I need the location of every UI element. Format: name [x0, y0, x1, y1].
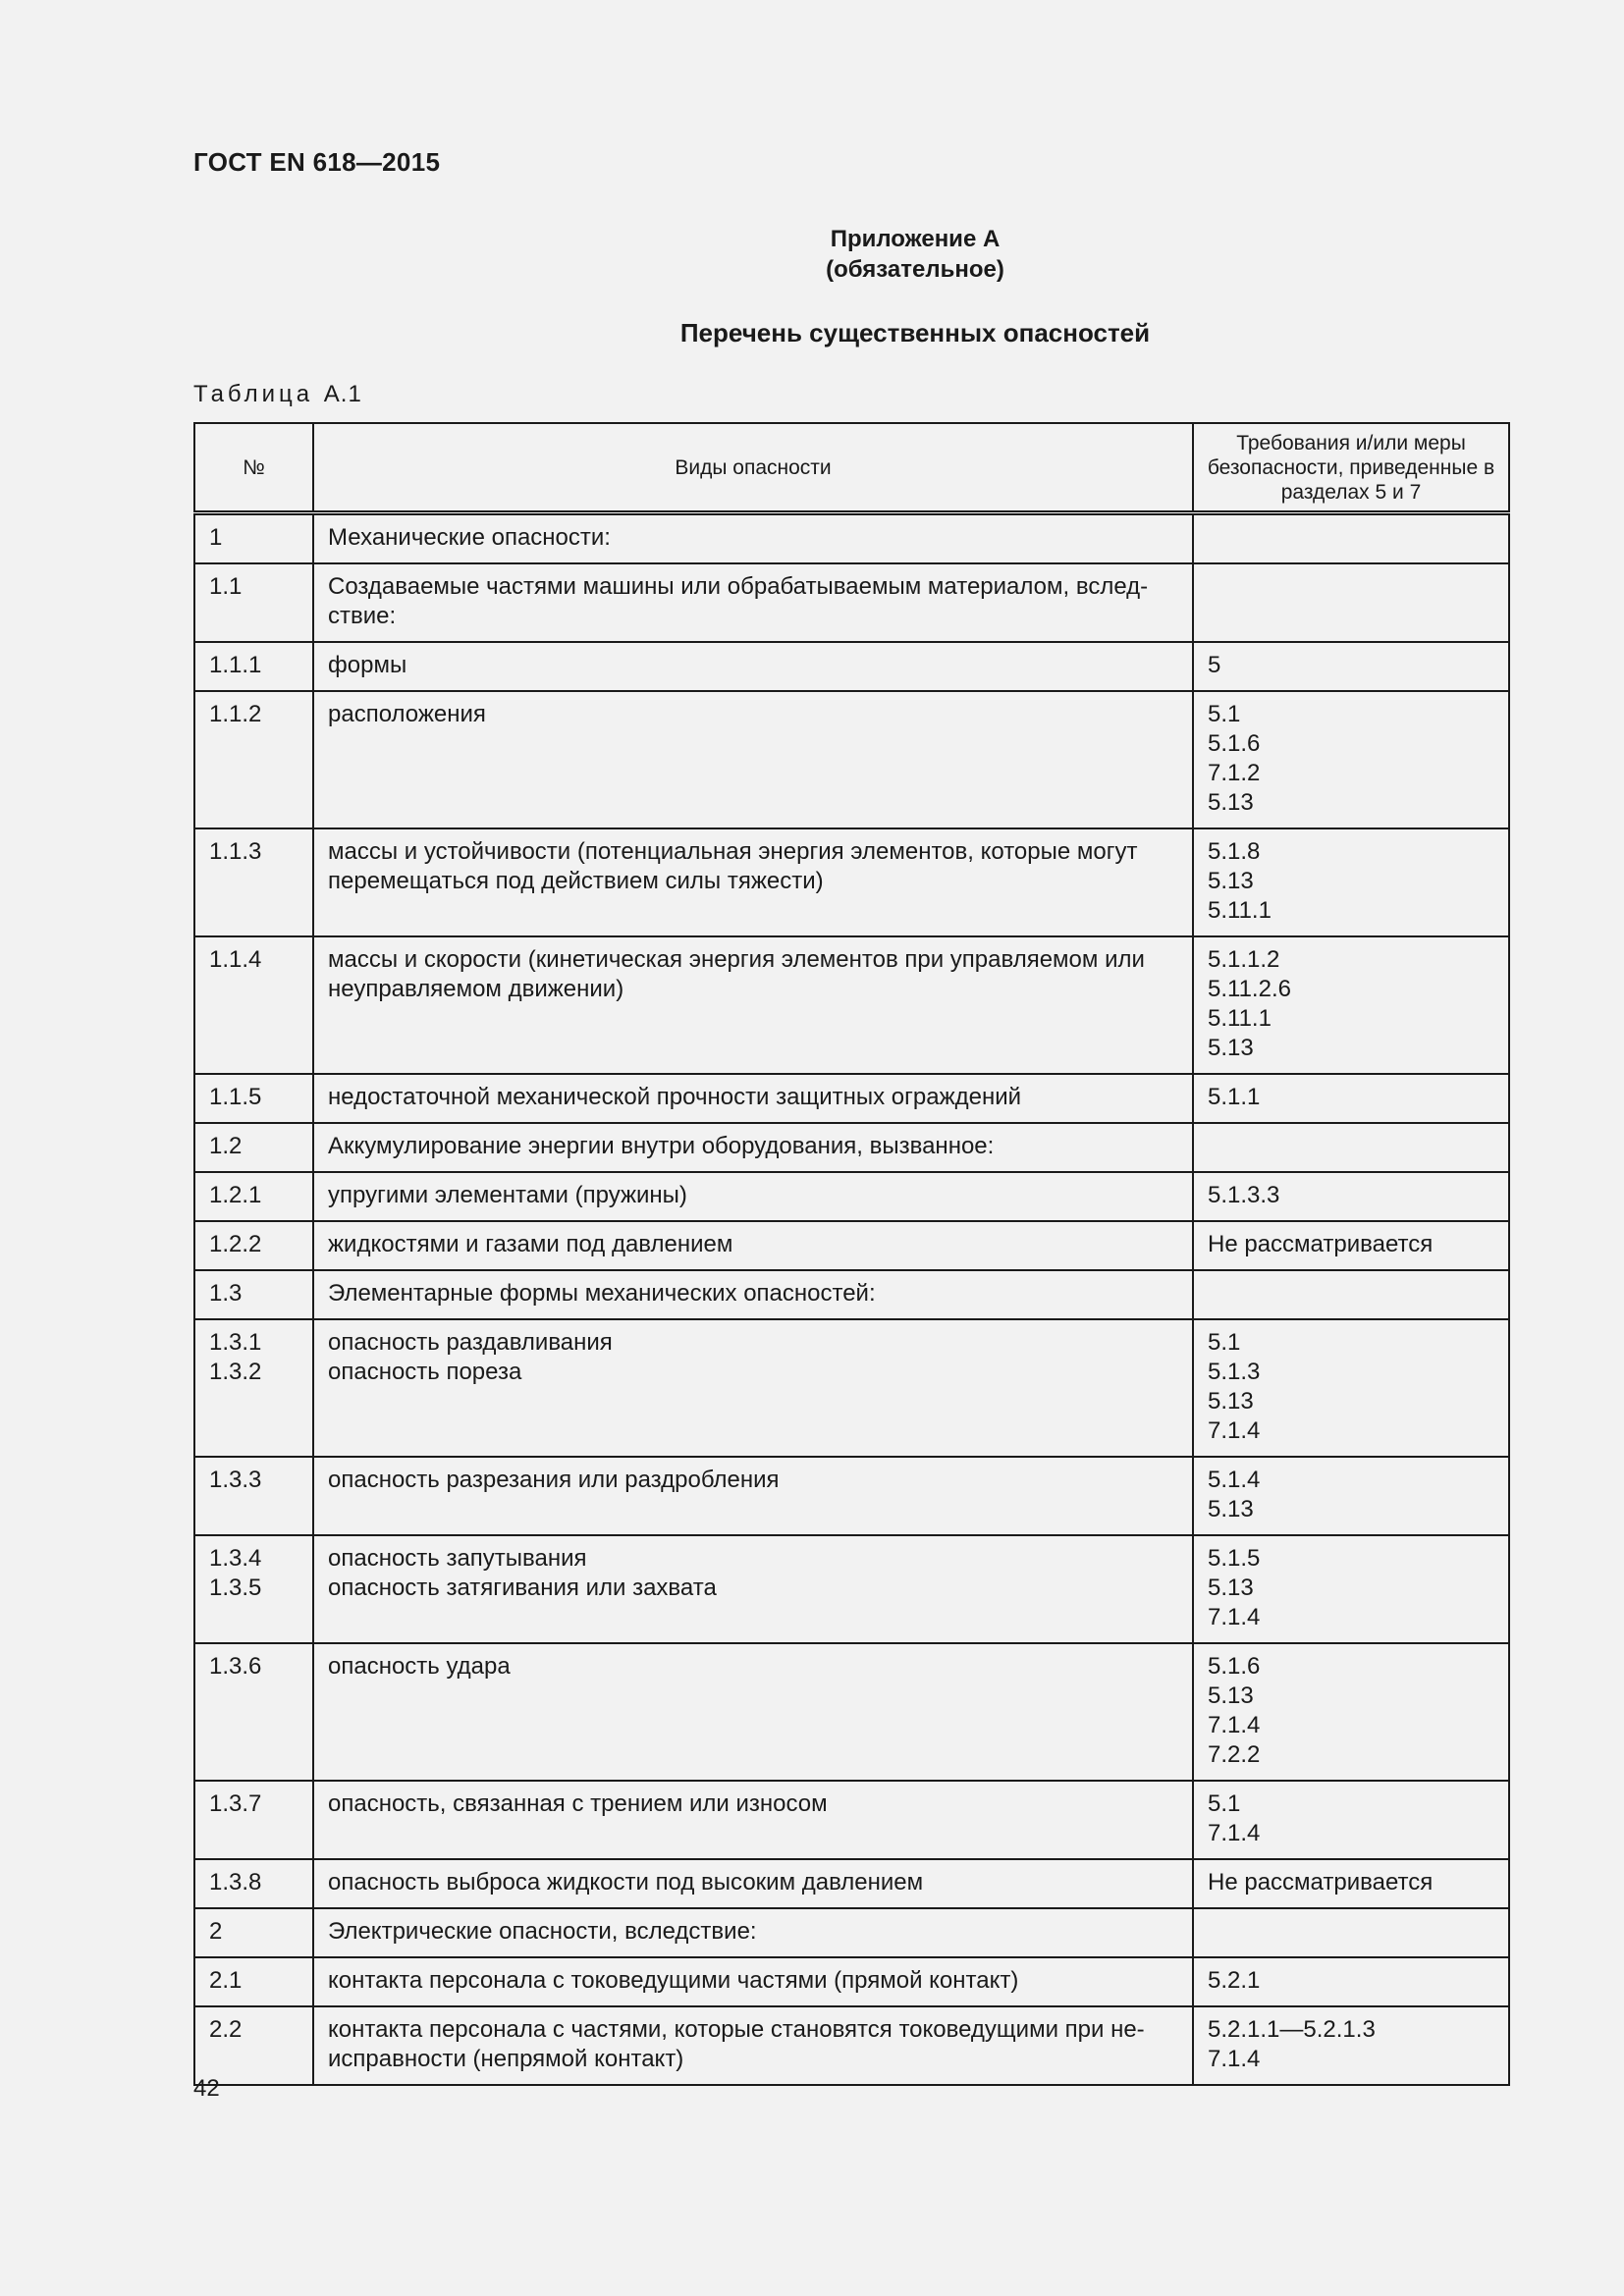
requirements-cell-line: 5.1.5	[1208, 1545, 1261, 1572]
appendix-heading	[0, 224, 1624, 285]
hazard-cell-line: Электрические опасности, вследствие:	[328, 1918, 757, 1945]
requirements-cell-line: 5.1.6	[1208, 730, 1261, 757]
hazard-cell-line: опасность, связанная с трением или износом	[328, 1790, 828, 1817]
requirements-cell-line: 5.11.1	[1208, 897, 1272, 924]
row-number-cell-line: 1.3.3	[209, 1467, 262, 1493]
requirements-cell-line: 7.1.4	[1208, 1820, 1261, 1846]
hazard-cell	[313, 1535, 1193, 1643]
row-number-cell	[194, 1908, 313, 1957]
hazard-cell	[313, 2006, 1193, 2085]
row-number-cell	[194, 828, 313, 936]
requirements-cell-line: 5.1.4	[1208, 1467, 1261, 1493]
hazard-cell	[313, 1781, 1193, 1859]
hazard-cell-line: Создаваемые частями машины или обрабатываемым материалом, вслед-	[328, 573, 1149, 600]
header-requirements: Требования и/или меры безопасности, приведенные в разделах 5 и 7	[1193, 423, 1509, 513]
row-number-cell	[194, 1859, 313, 1908]
requirements-cell-line: 7.1.4	[1208, 1712, 1261, 1738]
table-row	[194, 1781, 1509, 1859]
row-number-cell	[194, 563, 313, 642]
requirements-cell	[1193, 828, 1509, 936]
hazard-cell-line: перемещаться под действием силы тяжести)	[328, 868, 824, 894]
requirements-cell-line: 5.1.1.2	[1208, 946, 1280, 973]
row-number-cell-line: 1.3.8	[209, 1869, 262, 1896]
hazard-cell-line: контакта персонала с частями, которые становятся токоведущими при не-	[328, 2016, 1145, 2043]
row-number-cell	[194, 1270, 313, 1319]
requirements-cell	[1193, 563, 1509, 642]
table-row	[194, 1908, 1509, 1957]
row-number-cell-line: 1	[209, 524, 223, 551]
requirements-cell	[1193, 1457, 1509, 1535]
hazard-cell-line: массы и устойчивости (потенциальная энергия элементов, которые могут	[328, 838, 1138, 865]
header-num: №	[194, 423, 313, 513]
row-number-cell-line: 1.2	[209, 1133, 243, 1159]
requirements-cell-line: 7.1.4	[1208, 1417, 1261, 1444]
row-number-cell-line: 1.1.5	[209, 1084, 262, 1110]
requirements-cell	[1193, 1221, 1509, 1270]
table-body	[194, 513, 1509, 2086]
row-number-cell-line: 1.1.2	[209, 701, 262, 727]
table-header-row	[194, 423, 1509, 513]
requirements-cell	[1193, 1172, 1509, 1221]
requirements-cell-line: 5.1.3.3	[1208, 1182, 1280, 1208]
requirements-cell-line: 5.11.1	[1208, 1005, 1272, 1032]
requirements-cell-line: 5.13	[1208, 789, 1254, 816]
requirements-cell-line: 5.13	[1208, 1496, 1254, 1522]
hazard-cell	[313, 513, 1193, 564]
hazard-cell-line: опасность выброса жидкости под высоким давлением	[328, 1869, 924, 1896]
row-number-cell	[194, 1535, 313, 1643]
table-row	[194, 1221, 1509, 1270]
requirements-cell	[1193, 1781, 1509, 1859]
row-number-cell	[194, 1781, 313, 1859]
table-row	[194, 513, 1509, 564]
requirements-cell-line: 5.13	[1208, 868, 1254, 894]
hazard-cell-line: Механические опасности:	[328, 524, 611, 551]
header-hazard: Виды опасности	[313, 423, 1193, 513]
row-number-cell-line: 1.2.1	[209, 1182, 262, 1208]
row-number-cell-line: 1.3.6	[209, 1653, 262, 1680]
requirements-cell-line: 5.1	[1208, 701, 1241, 727]
hazard-cell-line: опасность разрезания или раздробления	[328, 1467, 780, 1493]
appendix-title: Приложение А	[830, 226, 1001, 252]
hazard-cell-line: жидкостями и газами под давлением	[328, 1231, 733, 1257]
requirements-cell	[1193, 691, 1509, 828]
hazard-cell-line: контакта персонала с токоведущими частями (прямой контакт)	[328, 1967, 1019, 1994]
table-row	[194, 2006, 1509, 2085]
requirements-cell-line: 5.2.1.1—5.2.1.3	[1208, 2016, 1376, 2043]
requirements-cell-line: Не рассматривается	[1208, 1869, 1434, 1896]
hazard-cell	[313, 1221, 1193, 1270]
requirements-cell-line: 5.13	[1208, 1575, 1254, 1601]
row-number-cell-line: 1.1.3	[209, 838, 262, 865]
hazard-cell-line: ствие:	[328, 603, 397, 629]
hazard-cell	[313, 691, 1193, 828]
requirements-cell	[1193, 1957, 1509, 2006]
table-row	[194, 1123, 1509, 1172]
hazard-cell-line: неуправляемом движении)	[328, 976, 624, 1002]
requirements-cell-line: 5.13	[1208, 1388, 1254, 1415]
hazard-cell-line: опасность раздавливания	[328, 1329, 613, 1356]
table-caption-label: Таблица	[193, 381, 314, 407]
row-number-cell-line: 1.3.7	[209, 1790, 262, 1817]
row-number-cell	[194, 1123, 313, 1172]
row-number-cell-line: 1.1	[209, 573, 243, 600]
requirements-cell	[1193, 936, 1509, 1074]
row-number-cell-line: 1.2.2	[209, 1231, 262, 1257]
section-title: Перечень существенных опасностей	[679, 318, 1151, 347]
row-number-cell	[194, 936, 313, 1074]
requirements-cell-line: 7.2.2	[1208, 1741, 1261, 1768]
appendix-status: (обязательное)	[826, 256, 1004, 283]
requirements-cell-line: 5	[1208, 652, 1221, 678]
row-number-cell-line: 1.3.4	[209, 1545, 262, 1572]
table-caption-number: А.1	[323, 381, 362, 407]
row-number-cell	[194, 1221, 313, 1270]
row-number-cell-line: 1.1.4	[209, 946, 262, 973]
hazard-cell	[313, 1457, 1193, 1535]
hazard-cell	[313, 1859, 1193, 1908]
hazard-cell-line: исправности (непрямой контакт)	[328, 2046, 684, 2072]
requirements-cell-line: Не рассматривается	[1208, 1231, 1434, 1257]
table-row	[194, 1957, 1509, 2006]
row-number-cell	[194, 1319, 313, 1457]
hazard-cell	[313, 563, 1193, 642]
requirements-cell	[1193, 513, 1509, 564]
table-row	[194, 1270, 1509, 1319]
table-row	[194, 1535, 1509, 1643]
row-number-cell-line: 1.1.1	[209, 652, 262, 678]
hazard-cell-line: опасность пореза	[328, 1359, 522, 1385]
hazard-cell-line: формы	[328, 652, 407, 678]
hazard-cell	[313, 828, 1193, 936]
row-number-cell	[194, 1457, 313, 1535]
row-number-cell-line: 1.3	[209, 1280, 243, 1307]
hazard-cell	[313, 1074, 1193, 1123]
table-row	[194, 642, 1509, 691]
hazard-cell-line: опасность затягивания или захвата	[328, 1575, 717, 1601]
hazard-cell-line: недостаточной механической прочности защитных ограждений	[328, 1084, 1022, 1110]
requirements-cell	[1193, 642, 1509, 691]
table-row	[194, 1457, 1509, 1535]
hazard-cell	[313, 936, 1193, 1074]
row-number-cell	[194, 1074, 313, 1123]
requirements-cell-line: 5.11.2.6	[1208, 976, 1291, 1002]
hazard-cell	[313, 1270, 1193, 1319]
table-row	[194, 1859, 1509, 1908]
row-number-cell	[194, 1172, 313, 1221]
requirements-cell	[1193, 1074, 1509, 1123]
row-number-cell-line: 1.3.1	[209, 1329, 262, 1356]
row-number-cell	[194, 1643, 313, 1781]
requirements-cell-line: 7.1.4	[1208, 1604, 1261, 1630]
document-code: ГОСТ EN 618—2015	[193, 147, 441, 177]
requirements-cell-line: 5.1	[1208, 1790, 1241, 1817]
requirements-cell-line: 5.13	[1208, 1035, 1254, 1061]
requirements-cell	[1193, 1643, 1509, 1781]
requirements-cell	[1193, 1123, 1509, 1172]
hazard-cell-line: расположения	[328, 701, 486, 727]
table-row	[194, 691, 1509, 828]
table-row	[194, 1319, 1509, 1457]
table-caption	[193, 381, 362, 408]
hazard-cell	[313, 1643, 1193, 1781]
requirements-cell	[1193, 1270, 1509, 1319]
row-number-cell-line: 2.1	[209, 1967, 243, 1994]
requirements-cell	[1193, 1535, 1509, 1643]
table-row	[194, 936, 1509, 1074]
row-number-cell-line: 2.2	[209, 2016, 243, 2043]
requirements-cell-line: 7.1.4	[1208, 2046, 1261, 2072]
hazard-cell-line: Аккумулирование энергии внутри оборудования, вызванное:	[328, 1133, 995, 1159]
requirements-cell-line: 5.1.6	[1208, 1653, 1261, 1680]
requirements-cell-line: 5.1.3	[1208, 1359, 1261, 1385]
hazard-cell-line: опасность удара	[328, 1653, 511, 1680]
requirements-cell-line: 5.1.8	[1208, 838, 1261, 865]
table-row	[194, 828, 1509, 936]
requirements-cell	[1193, 1319, 1509, 1457]
row-number-cell	[194, 1957, 313, 2006]
page-number: 42	[193, 2075, 220, 2102]
row-number-cell	[194, 642, 313, 691]
requirements-cell-line: 5.1	[1208, 1329, 1241, 1356]
requirements-cell-line: 5.2.1	[1208, 1967, 1261, 1994]
table-header	[194, 423, 1509, 513]
table-row	[194, 1643, 1509, 1781]
requirements-cell	[1193, 1908, 1509, 1957]
row-number-cell	[194, 691, 313, 828]
hazard-cell-line: Элементарные формы механических опасностей:	[328, 1280, 876, 1307]
hazard-cell-line: упругими элементами (пружины)	[328, 1182, 687, 1208]
requirements-cell	[1193, 2006, 1509, 2085]
hazard-cell	[313, 1319, 1193, 1457]
hazards-table	[193, 422, 1510, 2086]
hazard-cell	[313, 1123, 1193, 1172]
hazard-cell	[313, 642, 1193, 691]
table-row	[194, 563, 1509, 642]
row-number-cell-line: 1.3.5	[209, 1575, 262, 1601]
hazard-cell	[313, 1908, 1193, 1957]
table-row	[194, 1172, 1509, 1221]
row-number-cell-line: 2	[209, 1918, 223, 1945]
requirements-cell-line: 5.13	[1208, 1682, 1254, 1709]
hazard-cell-line: опасность запутывания	[328, 1545, 587, 1572]
hazard-cell	[313, 1957, 1193, 2006]
hazard-cell	[313, 1172, 1193, 1221]
row-number-cell	[194, 513, 313, 564]
row-number-cell-line: 1.3.2	[209, 1359, 262, 1385]
table-row	[194, 1074, 1509, 1123]
row-number-cell	[194, 2006, 313, 2085]
requirements-cell-line: 7.1.2	[1208, 760, 1261, 786]
requirements-cell	[1193, 1859, 1509, 1908]
requirements-cell-line: 5.1.1	[1208, 1084, 1261, 1110]
hazard-cell-line: массы и скорости (кинетическая энергия элементов при управляемом или	[328, 946, 1145, 973]
